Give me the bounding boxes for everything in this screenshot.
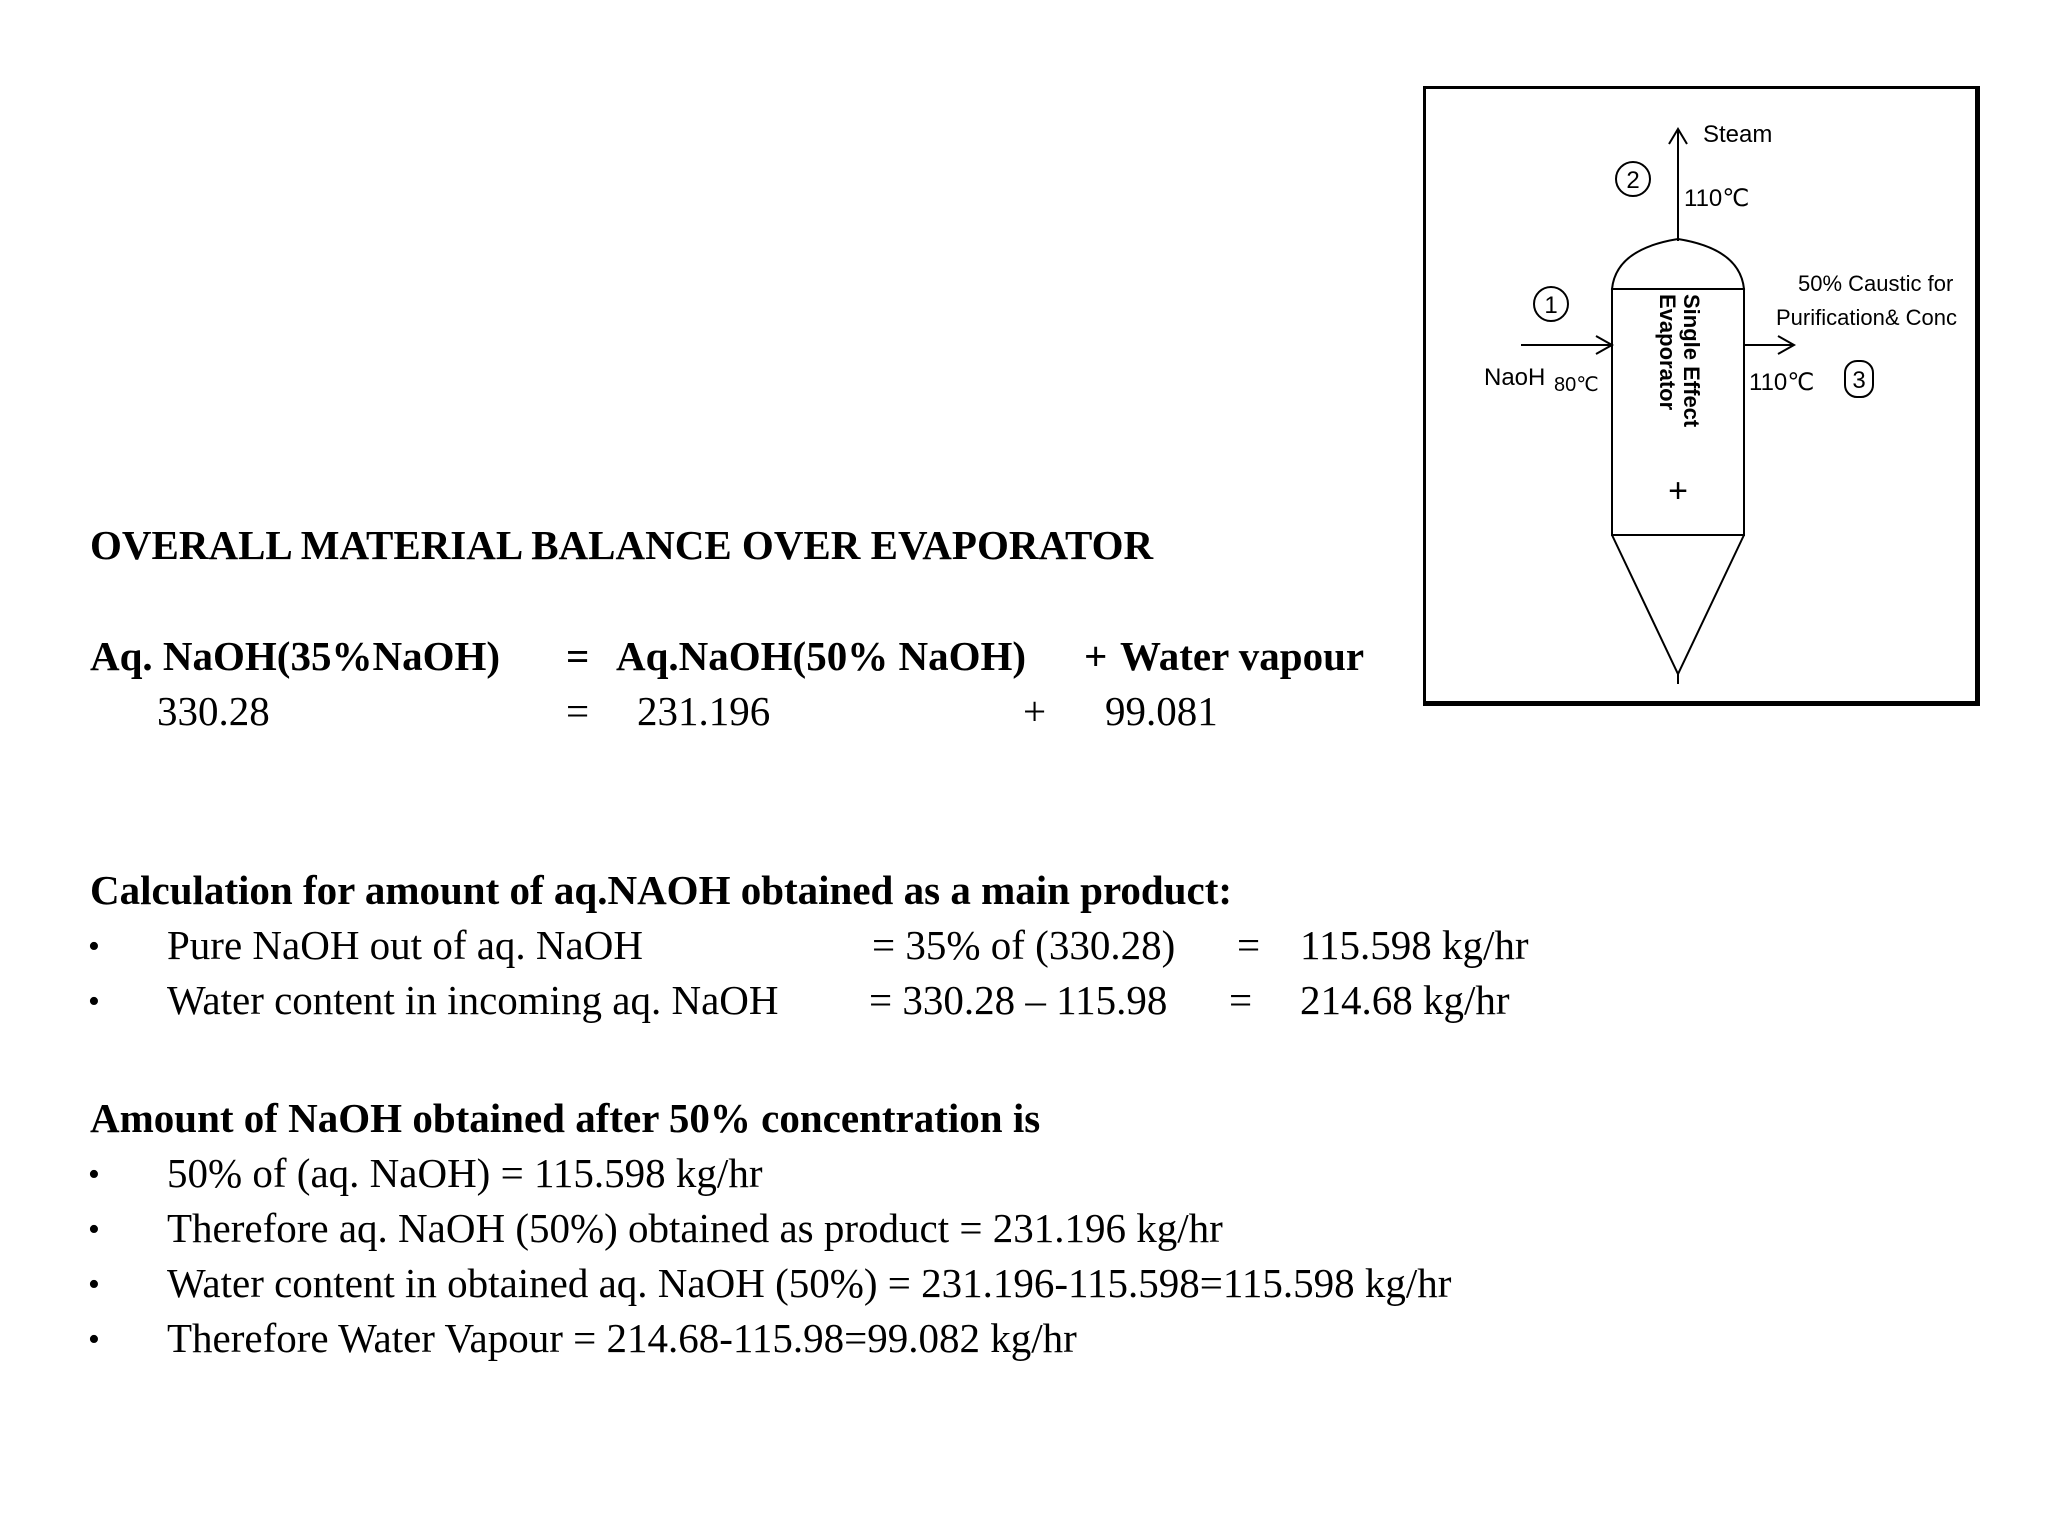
product-temperature: 110℃ xyxy=(1749,369,1815,396)
calc-row-equals: = xyxy=(1229,977,1253,1023)
balance-equals-sign: = xyxy=(566,633,590,679)
bullet-glyph: • xyxy=(88,983,100,1020)
feed-label: NaoH xyxy=(1484,364,1546,391)
amount-item: Therefore Water Vapour = 214.68-115.98=99.082 kg/hr xyxy=(167,1315,1077,1361)
stream-2-number: 2 xyxy=(1626,167,1640,194)
balance-rhs2-label: Water vapour xyxy=(1120,633,1365,679)
balance-lhs-value: 330.28 xyxy=(157,688,270,734)
calc-row-expression: = 330.28 – 115.98 xyxy=(869,977,1168,1023)
evaporator-diagram-drawing xyxy=(1426,89,1977,701)
stream-2-temperature: 110℃ xyxy=(1684,185,1750,212)
vessel-label-line-2: Evaporator xyxy=(1655,294,1680,411)
amount-title: Amount of NaOH obtained after 50% concentration is xyxy=(90,1095,1041,1141)
product-label-line-1: 50% Caustic for xyxy=(1798,271,1954,296)
bullet-glyph: • xyxy=(88,1156,100,1193)
amount-item: Therefore aq. NaOH (50%) obtained as product = 231.196 kg/hr xyxy=(167,1205,1223,1251)
vessel-cone-bottom xyxy=(1612,535,1744,674)
bullet-glyph: • xyxy=(88,928,100,965)
balance-rhs2-value: 99.081 xyxy=(1105,688,1218,734)
balance-lhs-label: Aq. NaOH(35%NaOH) xyxy=(90,633,500,679)
bullet-glyph: • xyxy=(88,1266,100,1303)
calc-row-result: 115.598 kg/hr xyxy=(1300,922,1529,968)
balance-rhs1-value: 231.196 xyxy=(637,688,771,734)
stream-1-number: 1 xyxy=(1544,292,1558,319)
calc-row-label: Water content in incoming aq. NaOH xyxy=(167,977,779,1023)
page-title: OVERALL MATERIAL BALANCE OVER EVAPORATOR xyxy=(90,522,1154,568)
vessel-plus-mark: + xyxy=(1668,472,1688,510)
calc-row-expression: = 35% of (330.28) xyxy=(872,922,1176,968)
balance-plus-sign-values: + xyxy=(1023,688,1047,734)
stream-3-number: 3 xyxy=(1852,367,1866,394)
balance-rhs1-label: Aq.NaOH(50% NaOH) xyxy=(616,633,1026,679)
calc-row-result: 214.68 kg/hr xyxy=(1300,977,1510,1023)
bullet-glyph: • xyxy=(88,1321,100,1358)
vessel-label-line-1: Single Effect xyxy=(1679,294,1704,428)
evaporator-diagram xyxy=(1423,86,1980,706)
feed-temperature: 80℃ xyxy=(1554,374,1599,396)
calc-row-equals: = xyxy=(1237,922,1261,968)
balance-equals-sign-values: = xyxy=(566,688,590,734)
steam-label: Steam xyxy=(1703,121,1773,148)
calculation-title: Calculation for amount of aq.NAOH obtained as a main product: xyxy=(90,867,1233,913)
vessel-top-cap xyxy=(1612,239,1744,289)
amount-item: Water content in obtained aq. NaOH (50%) = 231.196-115.598=115.598 kg/hr xyxy=(167,1260,1452,1306)
amount-item: 50% of (aq. NaOH) = 115.598 kg/hr xyxy=(167,1150,763,1196)
calc-row-label: Pure NaOH out of aq. NaOH xyxy=(167,922,643,968)
product-label-line-2: Purification& Conc xyxy=(1776,305,1957,330)
bullet-glyph: • xyxy=(88,1211,100,1248)
balance-plus-sign: + xyxy=(1084,633,1108,679)
